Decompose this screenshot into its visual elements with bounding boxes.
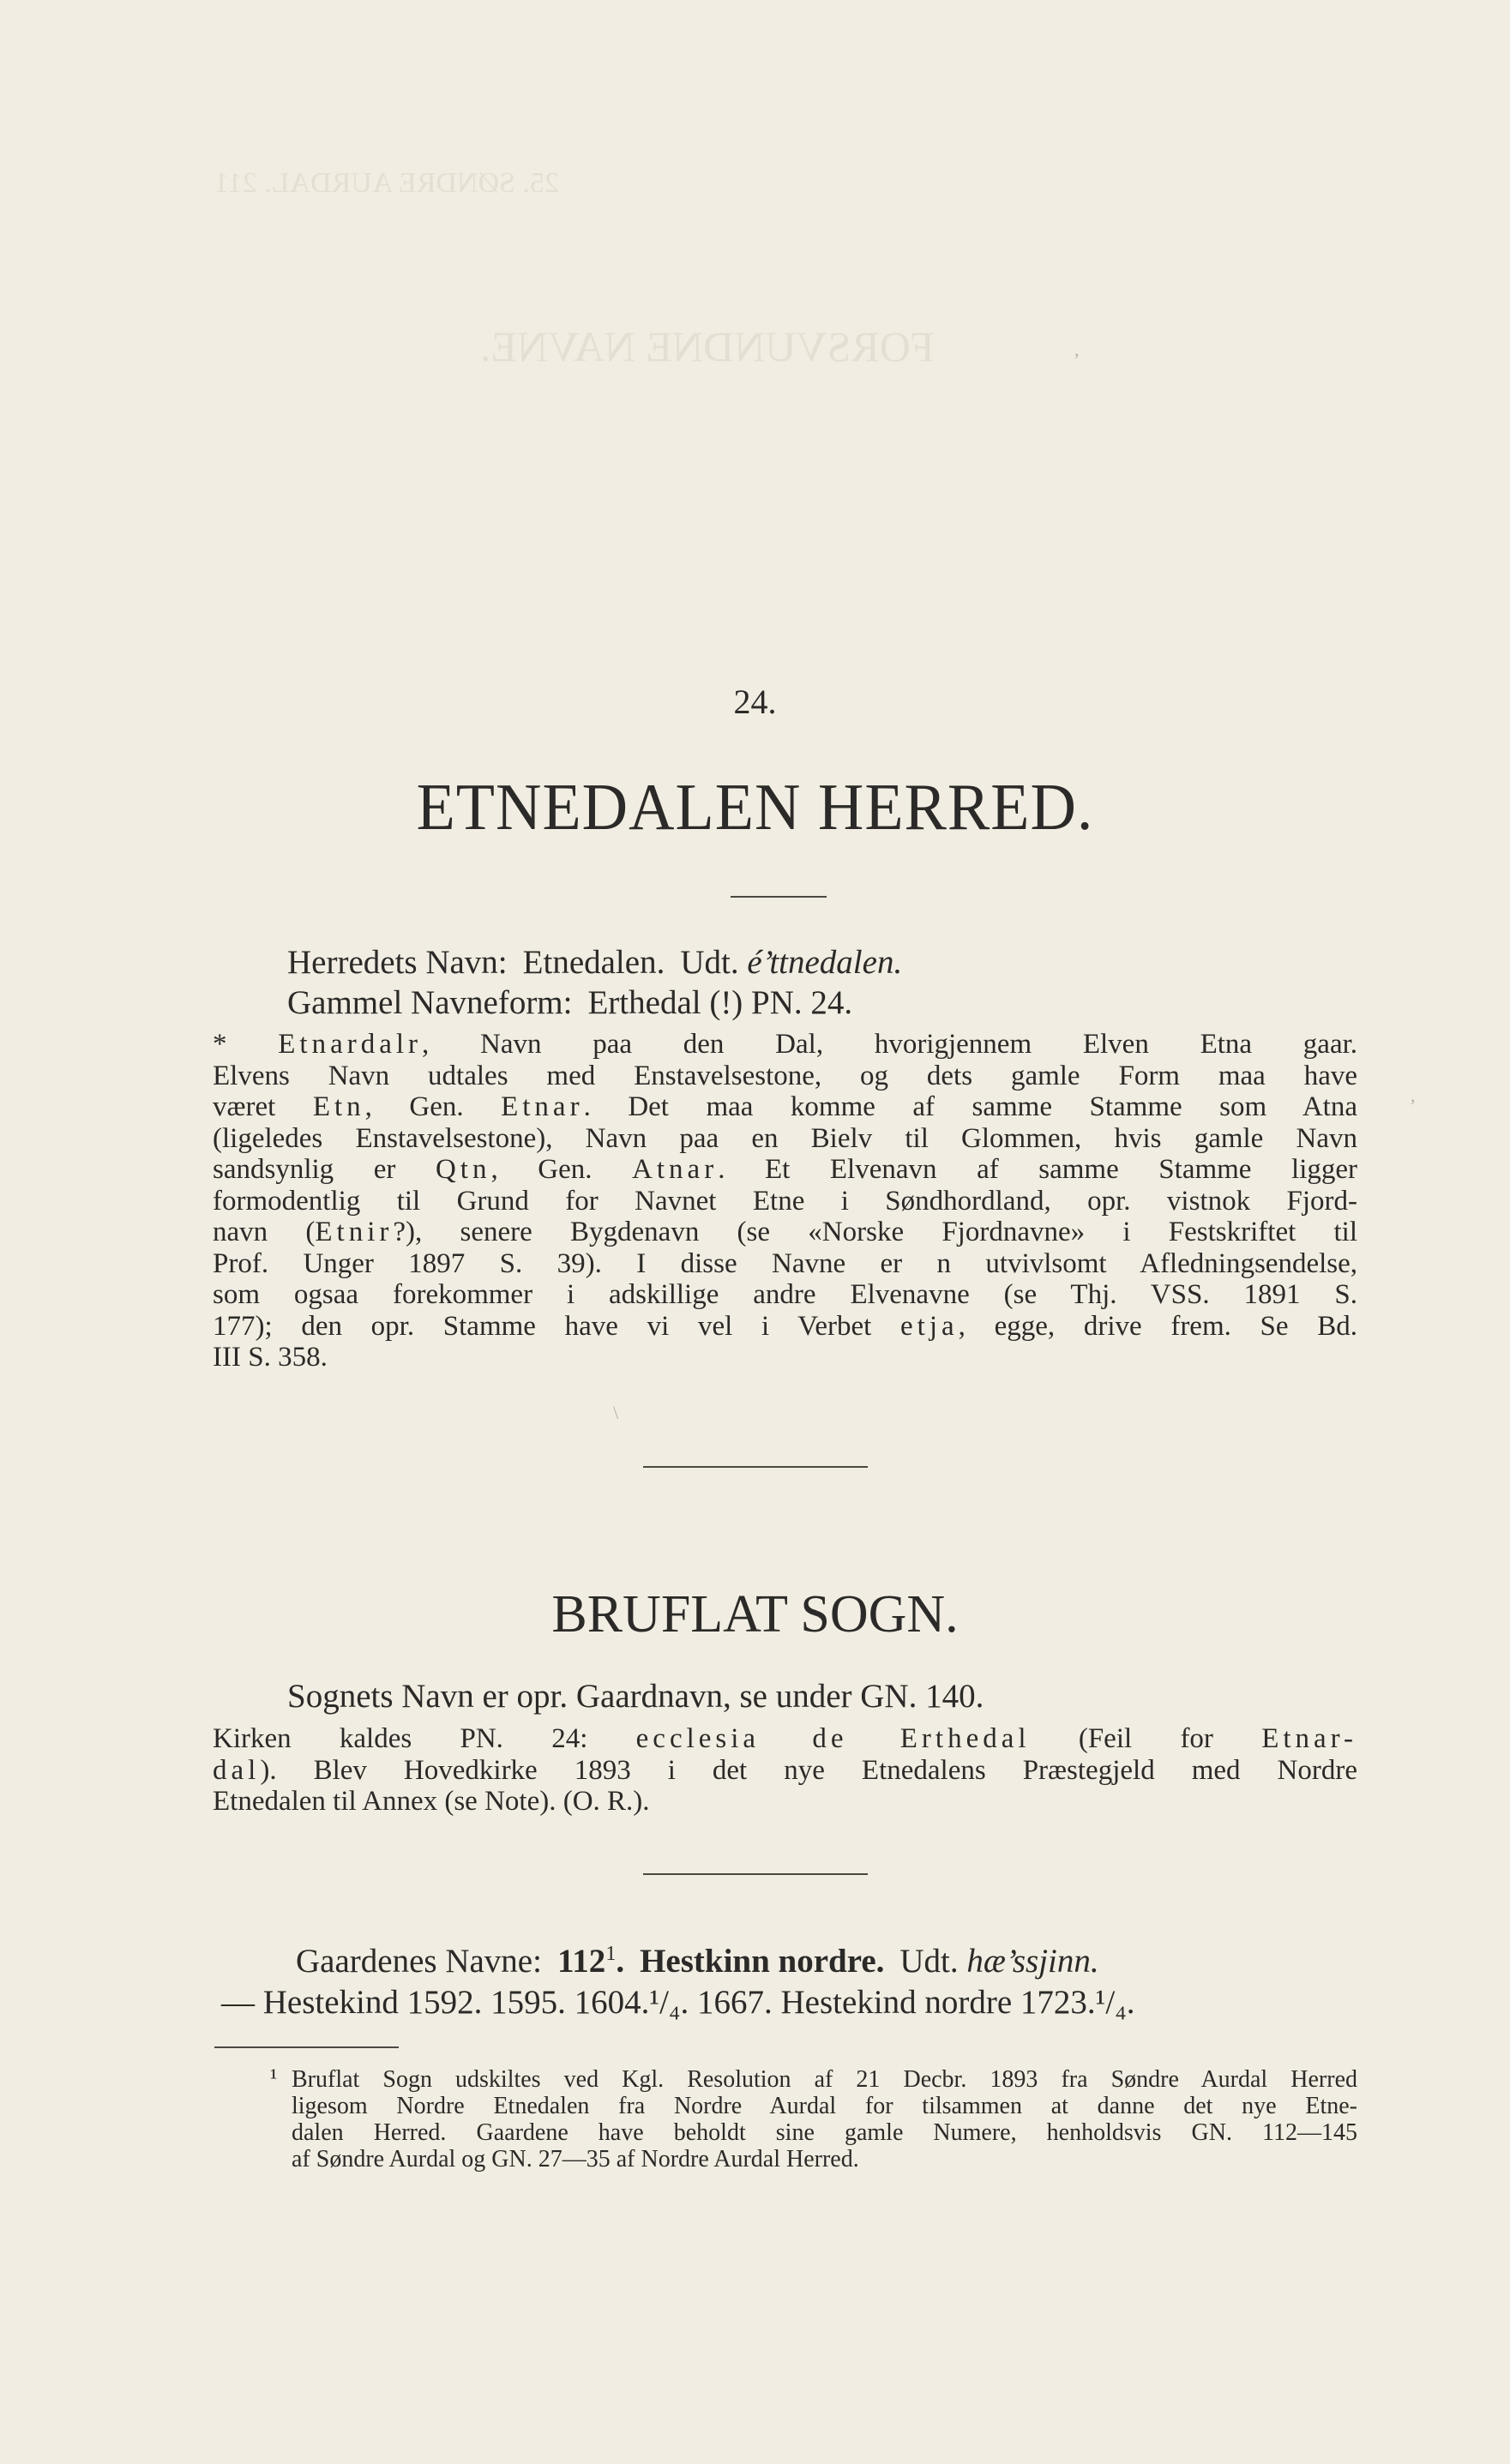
footnote-line: dalen Herred. Gaardene have beholdt sine gamle Numere, henholdsvis GN. 112—145 (292, 2119, 1357, 2146)
old-form-label: Gammel Navneform: (287, 984, 573, 1021)
section-divider (643, 1466, 868, 1468)
footnote-line: af Søndre Aurdal og GN. 27—35 af Nordre Aurdal Herred. (292, 2146, 859, 2173)
gaard-history-line: — Hestekind 1592. 1595. 1604.¹/₄. 1667. Hestekind nordre 1723.¹/₄. (221, 1984, 1135, 2021)
gaard-footnote-mark: 1 (605, 1943, 617, 1965)
footnote-line: Bruflat Sogn udskiltes ved Kgl. Resolution af 21 Decbr. 1893 fra Søndre Aurdal Herred (292, 2066, 1357, 2093)
paragraph-line: (ligeledes Enstavelsestone), Navn paa en Bielv til Glommen, hvis gamle Navn (213, 1122, 1357, 1154)
paper-speck: , (1074, 339, 1080, 360)
paragraph-line: III S. 358. (213, 1342, 328, 1373)
herred-pronunciation: é’ttnedalen. (747, 944, 903, 981)
herred-name-line (287, 943, 902, 982)
herred-udt-label: Udt. (680, 944, 739, 981)
gaard-number: 112 (556, 1943, 606, 1980)
sogn-title: BRUFLAT SOGN. (551, 1585, 959, 1644)
gaard-udt-label: Udt. (899, 1943, 959, 1980)
footnote-line: ligesom Nordre Etnedalen fra Nordre Aurdal for tilsammen at danne det nye Etne- (292, 2093, 1357, 2119)
show-through-header: 25. SØNDRE AURDAL. 211 (214, 167, 560, 199)
kirke-line: Etnedalen til Annex (se Note). (O. R.). (213, 1786, 650, 1817)
chapter-number: 24. (733, 682, 777, 721)
paragraph-line: * Etnardalr, Navn paa den Dal, hvorigjennem Elven Etna gaar. (213, 1029, 1358, 1060)
herred-name-value: Etnedalen. (522, 944, 665, 981)
gaard-number-period: . (616, 1943, 625, 1980)
paragraph-line: Elvens Navn udtales med Enstavelsestone, og dets gamle Form maa have (213, 1060, 1357, 1091)
paragraph-line: sandsynlig er Qtn, Gen. Atnar. Et Elvenavn af samme Stamme ligger (213, 1154, 1357, 1185)
gaard-name: Hestkinn nordre. (640, 1943, 885, 1980)
kirke-line: dal). Blev Hovedkirke 1893 i det nye Etnedalens Præstegjeld med Nordre (213, 1754, 1357, 1786)
sogn-name-line: Sognets Navn er opr. Gaardnavn, se under GN. 140. (287, 1678, 984, 1715)
kirke-line: Kirken kaldes PN. 24: ecclesia de Erthedal (Feil for Etnar- (213, 1723, 1357, 1754)
old-form-line (287, 983, 852, 1022)
paragraph-line: Prof. Unger 1897 S. 39). I disse Navne er n utvivlsomt Afledningsendelse, (213, 1247, 1357, 1279)
gaard-entry-line (296, 1942, 1441, 1980)
herred-name-label: Herredets Navn: (287, 944, 508, 981)
gaard-label: Gaardenes Navne: (296, 1943, 542, 1980)
paragraph-line: formodentlig til Grund for Navnet Etne i Søndhordland, opr. vistnok Fjord- (213, 1185, 1357, 1217)
paper-speck: , (1411, 1085, 1416, 1106)
paper-speck: \ (613, 1402, 619, 1423)
footnote-divider (214, 2046, 399, 2048)
footnote-mark: ¹ (270, 2064, 278, 2091)
section-divider-2 (643, 1873, 868, 1875)
paragraph-line: navn (Etnir?), senere Bygdenavn (se «Norske Fjordnavne» i Festskriftet til (213, 1217, 1358, 1247)
title-divider (731, 896, 827, 898)
page-title: ETNEDALEN HERRED. (416, 770, 1094, 845)
show-through-heading: FORSVUNDNE NAVNE. (480, 322, 935, 370)
old-form-value: Erthedal (!) PN. 24. (587, 984, 853, 1021)
paragraph-line: 177); den opr. Stamme have vi vel i Verbet etja, egge, drive frem. Se Bd. (213, 1310, 1358, 1342)
gaard-pronunciation: hæ’ssjinn. (966, 1943, 1099, 1980)
paragraph-line: været Etn, Gen. Etnar. Det maa komme af samme Stamme som Atna (213, 1091, 1357, 1122)
paragraph-line: som ogsaa forekommer i adskillige andre Elvenavne (se Thj. VSS. 1891 S. (213, 1279, 1357, 1310)
